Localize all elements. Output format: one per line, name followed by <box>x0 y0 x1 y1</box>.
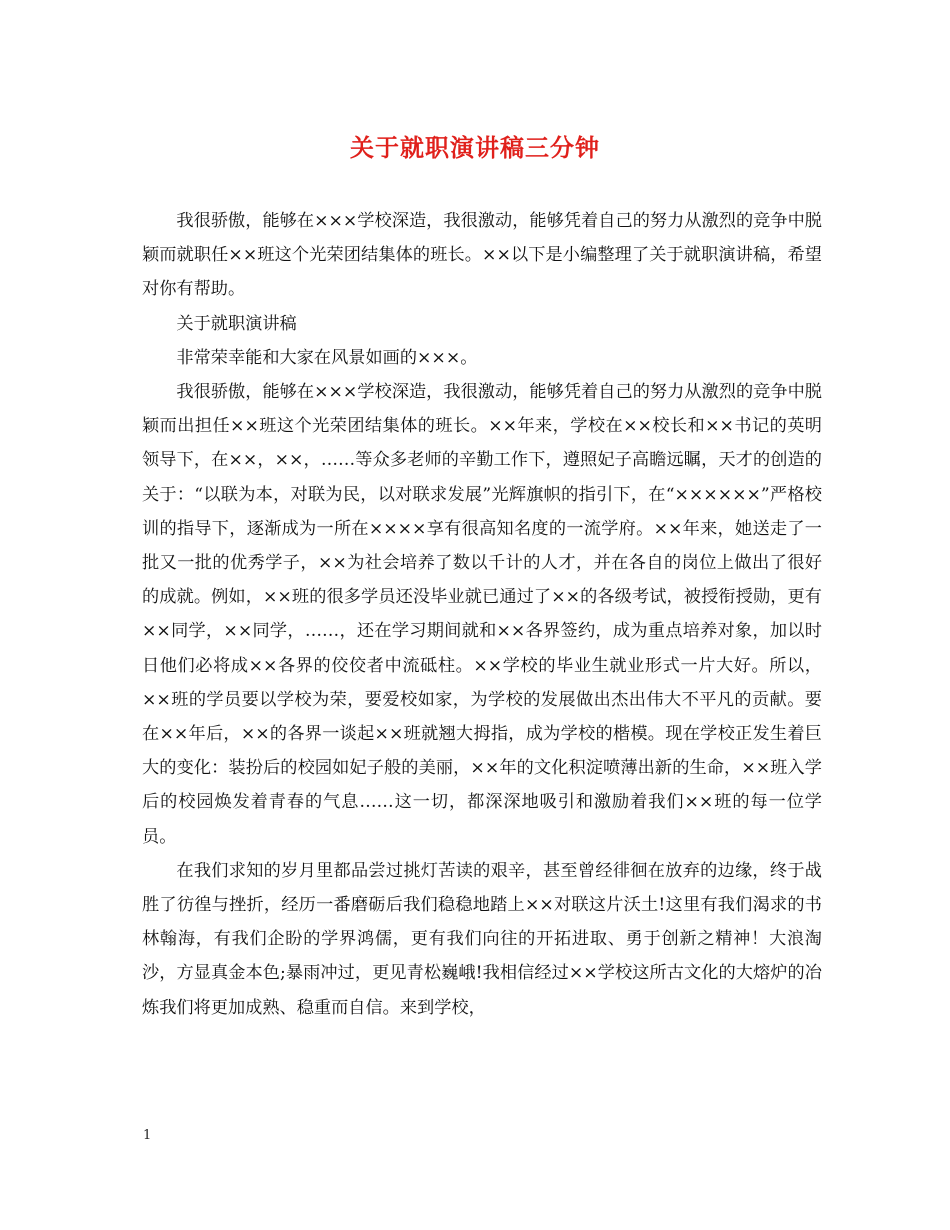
paragraph-intro: 我很骄傲，能够在×××学校深造，我很激动，能够凭着自己的努力从激烈的竞争中脱颖而就职任××班这个光荣团结集体的班长。××以下是小编整理了关于就职演讲稿，希望对你有帮助。 <box>142 211 822 300</box>
paragraph-subheading: 关于就职演讲稿 <box>176 313 297 334</box>
document-title: 关于就职演讲稿三分钟 <box>350 133 600 162</box>
page-number: 1 <box>143 1128 152 1143</box>
document-body <box>142 204 822 1025</box>
paragraph-main: 我很骄傲，能够在×××学校深造，我很激动，能够凭着自己的努力从激烈的竞争中脱颖而出担任××班这个光荣团结集体的班长。××年来，学校在××校长和××书记的英明领导下，在××，××，……等众多老师的辛勤工作下，遵照妃子高瞻远瞩，天才的创造的关于：“以联为本，对联为民，以对联求发展”光辉旗帜的指引下，在“××××××”严格校训的指导下，逐渐成为一所在××××享有很高知名度的一流学府。××年来，她送走了一批又一批的优秀学子，××为社会培养了数以千计的人才，并在各自的岗位上做出了很好的成就。例如，××班的很多学员还没毕业就已通过了××的各级考试，被授衔授勋，更有××同学，××同学，……，还在学习期间就和××各界签约，成为重点培养对象，加以时日他们必将成××各界的佼佼者中流砥柱。××学校的毕业生就业形式一片大好。所以，××班的学员要以学校为荣，要爱校如家，为学校的发展做出杰出伟大不平凡的贡献。要在××年后，××的各界一谈起××班就翘大拇指，成为学校的楷模。现在学校正发生着巨大的变化：装扮后的校园如妃子般的美丽，××年的文化积淀喷薄出新的生命，××班入学后的校园焕发着青春的气息……这一切，都深深地吸引和激励着我们××班的每一位学员。 <box>142 382 822 847</box>
paragraph-closing: 在我们求知的岁月里都品尝过挑灯苦读的艰辛，甚至曾经徘徊在放弃的边缘，终于战胜了彷徨与挫折，经历一番磨砺后我们稳稳地踏上××对联这片沃土!这里有我们渴求的书林翰海，有我们企盼的学界鸿儒，更有我们向往的开拓进取、勇于创新之精神！大浪淘沙，方显真金本色;暴雨冲过，更见青松巍峨!我相信经过××学校这所古文化的大熔炉的冶炼我们将更加成熟、稳重而自信。来到学校， <box>142 860 822 1018</box>
paragraph-greeting: 非常荣幸能和大家在风景如画的×××。 <box>176 347 478 368</box>
